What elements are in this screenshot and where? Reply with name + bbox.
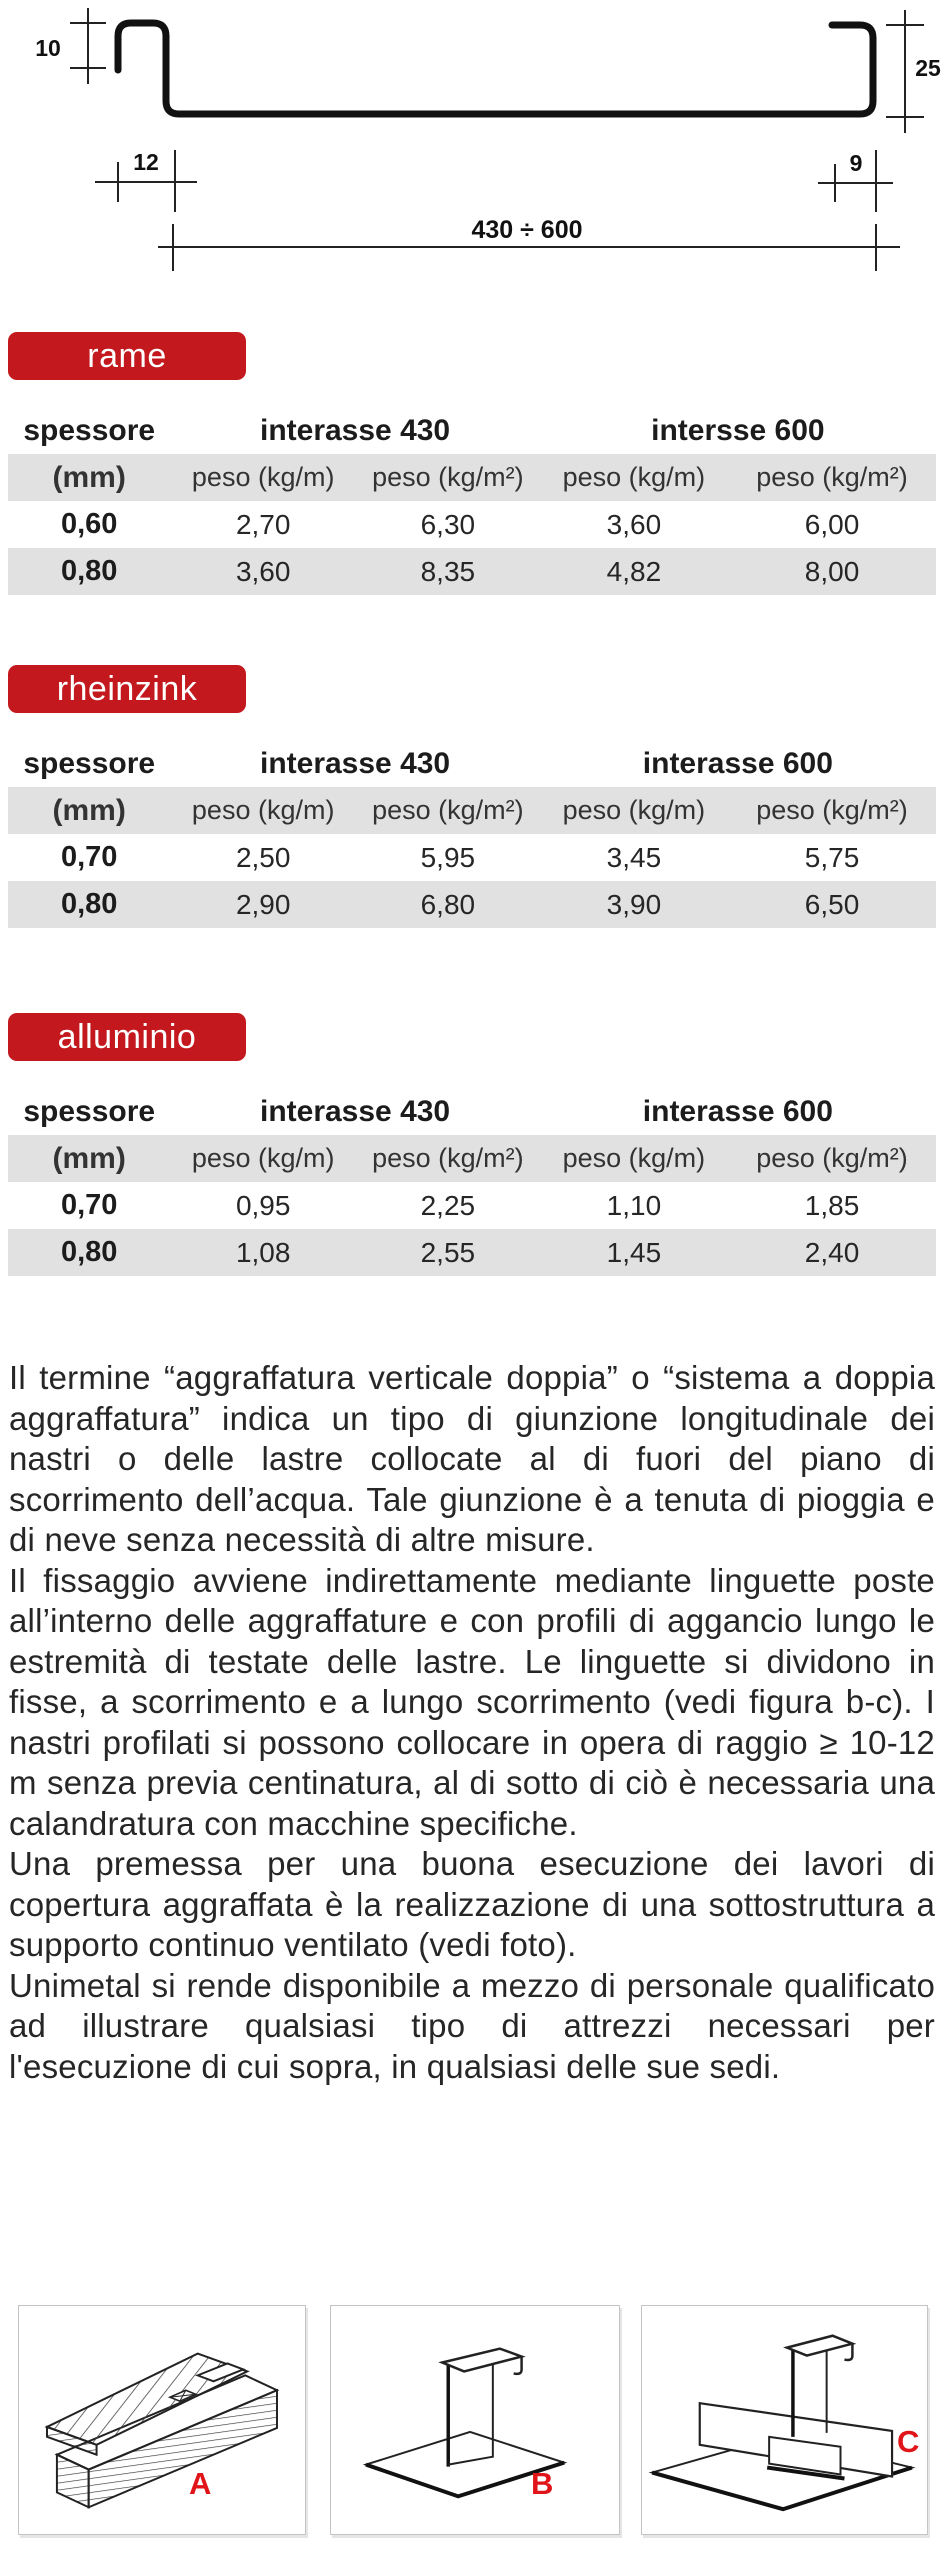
- table-subheader-row: [8, 1135, 936, 1182]
- cell-value: 0,95: [235, 1189, 291, 1221]
- cell-spessore: 0,80: [60, 555, 118, 587]
- subheader-peso-kgm2: peso (kg/m²): [756, 795, 908, 825]
- cell-value: 2,40: [804, 1236, 860, 1268]
- subheader-peso-kgm2: peso (kg/m²): [756, 1143, 908, 1173]
- table-section-rheinzink: [8, 665, 936, 928]
- subheader-peso-kgm: peso (kg/m): [191, 462, 335, 492]
- cell-value: 6,50: [804, 888, 860, 920]
- paragraph-unimetal: Unimetal si rende disponibile a mezzo di personale qualificato ad illustrare qualsiasi tipo di attrezzi necessari per l'esecuzione di cui sopra, in qualsiasi delle sue sedi.: [9, 1966, 935, 2085]
- subheader-peso-kgm: peso (kg/m): [562, 795, 706, 825]
- cell-value: 1,85: [804, 1189, 860, 1221]
- table-row: [8, 501, 936, 548]
- dim-10-label: 10: [35, 35, 61, 61]
- cell-value: 1,08: [235, 1236, 291, 1268]
- cell-spessore: 0,70: [60, 841, 118, 873]
- figure-c-label: C: [897, 2424, 920, 2459]
- subheader-mm: (mm): [52, 793, 126, 827]
- paragraph-substructure: Una premessa per una buona esecuzione dei lavori di copertura aggraffata è la realizzazione di una sottostruttura a supporto continuo ventilato (vedi foto).: [9, 1845, 935, 1963]
- subheader-mm: (mm): [52, 460, 126, 494]
- cell-value: 2,50: [235, 841, 291, 873]
- cell-value: 3,60: [606, 508, 662, 540]
- cell-value: 2,90: [235, 888, 291, 920]
- col-header-spessore: spessore: [23, 414, 156, 447]
- dim-span-label: 430 ÷ 600: [471, 216, 583, 244]
- col-header-spessore: spessore: [23, 747, 156, 780]
- profile-outline: [118, 23, 873, 114]
- description-text: [9, 1358, 935, 2087]
- subheader-mm: (mm): [52, 1141, 126, 1175]
- table-row: [8, 1182, 936, 1229]
- material-badge-rame: rame: [8, 332, 246, 380]
- cell-value: 2,25: [420, 1189, 476, 1221]
- paragraph-fixing: Il fissaggio avviene indirettamente mediante linguette poste all’interno delle aggraffature e con profili di aggancio lungo le estremità di testate delle lastre. Le linguette si dividono in fisse, a scorrimento e a lungo scorrimento (vedi figura b-c). I nastri profilati si possono collocare in opera di raggio ≥ 10-12 m senza previa centinatura, al di sotto di ciò è necessaria una calandratura con macchine specifiche.: [9, 1561, 935, 1842]
- subheader-peso-kgm2: peso (kg/m²): [372, 1143, 524, 1173]
- paragraph-definition: Il termine “aggraffatura verticale doppia” o “sistema a doppia aggraffatura” indica un tipo di giunzione longitudinale dei nastri o delle lastre collocate al di fuori del piano di scorrimento dell’acqua. Tale giunzione è a tenuta di pioggia e di neve senza necessità di altre misure.: [9, 1359, 935, 1558]
- cell-spessore: 0,80: [60, 888, 118, 920]
- material-badge-alluminio: alluminio: [8, 1013, 246, 1061]
- cell-value: 3,60: [235, 555, 291, 587]
- cell-value: 8,00: [804, 555, 860, 587]
- seam-profile-drawing: [0, 0, 944, 300]
- figure-a-label: A: [189, 2466, 212, 2501]
- table-section-alluminio: [8, 1013, 936, 1276]
- dim-25-label: 25: [915, 55, 941, 81]
- figure-a-box: [18, 2305, 306, 2535]
- dim-9-label: 9: [849, 150, 863, 176]
- subheader-peso-kgm: peso (kg/m): [191, 795, 335, 825]
- col-header-interasse-600: interasse 600: [642, 747, 833, 780]
- cell-value: 4,82: [606, 555, 662, 587]
- col-header-interasse-430: interasse 430: [259, 1095, 451, 1128]
- cell-spessore: 0,80: [60, 1236, 118, 1268]
- subheader-peso-kgm: peso (kg/m): [191, 1143, 335, 1173]
- col-header-spessore: spessore: [23, 1095, 156, 1128]
- figure-strip: [0, 2305, 944, 2537]
- subheader-peso-kgm: peso (kg/m): [562, 462, 706, 492]
- cell-value: 2,70: [235, 508, 291, 540]
- cell-value: 1,10: [606, 1189, 662, 1221]
- col-header-interasse-430: interasse 430: [259, 747, 451, 780]
- dimension-left-height: [70, 8, 106, 84]
- table-header-row: [8, 1089, 936, 1135]
- table-subheader-row: [8, 454, 936, 501]
- subheader-peso-kgm2: peso (kg/m²): [372, 462, 524, 492]
- table-row: [8, 1229, 936, 1276]
- cell-value: 5,75: [804, 841, 860, 873]
- clip-on-batten-drawing: [19, 2306, 305, 2534]
- subheader-peso-kgm2: peso (kg/m²): [372, 795, 524, 825]
- cell-value: 3,45: [606, 841, 662, 873]
- subheader-peso-kgm2: peso (kg/m²): [756, 462, 908, 492]
- table-header-row: [8, 741, 936, 787]
- cell-spessore: 0,60: [60, 508, 118, 540]
- figure-b-box: [330, 2305, 620, 2535]
- col-header-interasse-600: intersse 600: [651, 414, 825, 447]
- fixed-clip-drawing: [331, 2306, 619, 2534]
- figure-c-box: [641, 2305, 928, 2535]
- col-header-interasse-600: interasse 600: [642, 1095, 833, 1128]
- material-badge-rheinzink: rheinzink: [8, 665, 246, 713]
- cell-value: 6,80: [420, 888, 476, 920]
- cell-value: 6,30: [420, 508, 476, 540]
- figure-b-label: B: [531, 2466, 554, 2501]
- table-section-rame: [8, 332, 936, 595]
- subheader-peso-kgm: peso (kg/m): [562, 1143, 706, 1173]
- cell-value: 5,95: [420, 841, 476, 873]
- table-row: [8, 834, 936, 881]
- dim-12-label: 12: [133, 149, 159, 175]
- col-header-interasse-430: interasse 430: [259, 414, 451, 447]
- cell-value: 1,45: [606, 1236, 662, 1268]
- table-subheader-row: [8, 787, 936, 834]
- sliding-clip-drawing: [642, 2306, 927, 2534]
- table-row: [8, 548, 936, 595]
- table-header-row: [8, 408, 936, 454]
- table-row: [8, 881, 936, 928]
- cell-value: 6,00: [804, 508, 860, 540]
- cell-spessore: 0,70: [60, 1189, 118, 1221]
- cell-value: 8,35: [420, 555, 476, 587]
- cell-value: 3,90: [606, 888, 662, 920]
- cell-value: 2,55: [420, 1236, 476, 1268]
